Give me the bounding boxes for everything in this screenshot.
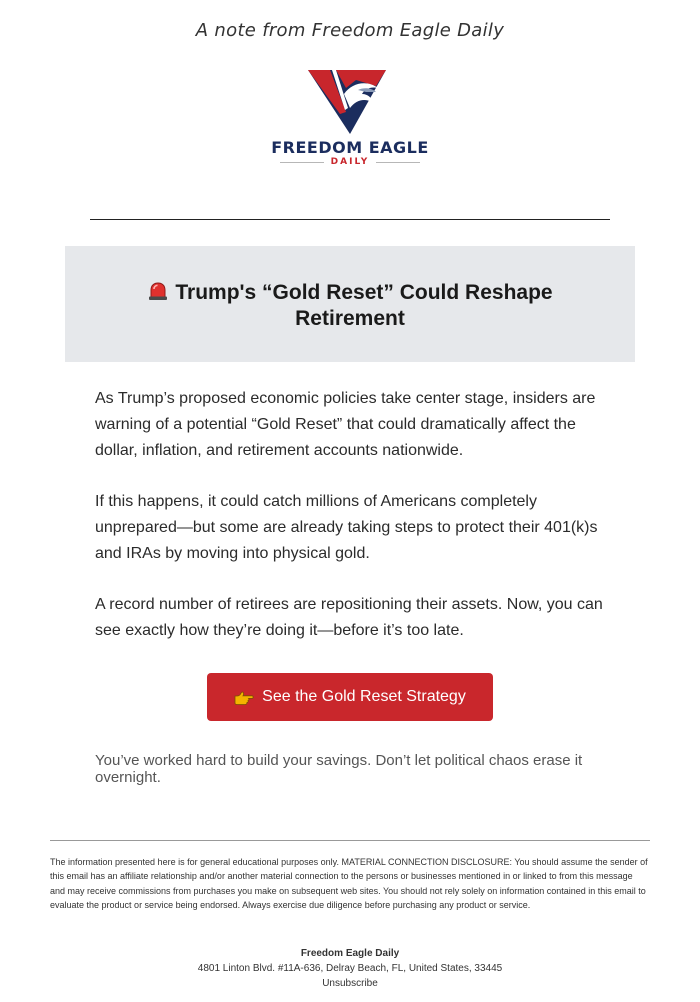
body-paragraph-1: As Trump’s proposed economic policies take center stage, insiders are warning of a potential “Gold Reset” that could dramatically affect the dollar, inflation, and retirement accounts nationwide.: [95, 390, 596, 459]
logo-subtitle: DAILY: [330, 157, 370, 167]
body-paragraph-2: If this happens, it could catch millions of Americans completely unprepared—but some are already taking steps to protect their 401(k)s and IRAs by moving into physical gold.: [95, 493, 598, 562]
headline-banner: [65, 246, 635, 362]
disclosure-text: The information presented here is for general educational purposes only. MATERIAL CONNECTION DISCLOSURE: You should assume the sender of this email has an affiliate relationship and/or another material connection to the persons or businesses mentioned in or linked to from this message and may receive commissions from purchases you make on subsequent web sites. You should not rely solely on information contained in this email to evaluate the product or service being endorsed. Always exercise due diligence before purchasing any product or service.: [50, 857, 648, 910]
logo-divider-right: [376, 162, 420, 163]
headline-text: Trump's “Gold Reset” Could Reshape Retirement: [175, 281, 553, 330]
closing-note: You’ve worked hard to build your savings. Don’t let political chaos erase it overnight.: [95, 752, 583, 786]
siren-icon: [147, 281, 169, 301]
unsubscribe-link[interactable]: Unsubscribe: [322, 978, 378, 989]
intro-text: A note from Freedom Eagle Daily: [195, 20, 505, 41]
gold-reset-strategy-button[interactable]: [207, 673, 493, 721]
logo-name: FREEDOM EAGLE: [271, 138, 429, 157]
footer-address: 4801 Linton Blvd. #11A-636, Delray Beach, FL, United States, 33445: [197, 963, 503, 974]
footer: [0, 946, 700, 991]
headline: [95, 280, 605, 332]
eagle-logo-icon: [306, 68, 394, 136]
footer-company-name: Freedom Eagle Daily: [300, 948, 400, 959]
cta-label: See the Gold Reset Strategy: [262, 688, 466, 705]
body-paragraph-3: A record number of retirees are repositioning their assets. Now, you can see exactly how they’re doing it—before it’s too late.: [95, 596, 603, 639]
pointing-hand-icon: [234, 689, 254, 705]
header-divider: [90, 219, 610, 220]
footer-divider: [50, 840, 650, 841]
brand-logo: [270, 68, 430, 172]
